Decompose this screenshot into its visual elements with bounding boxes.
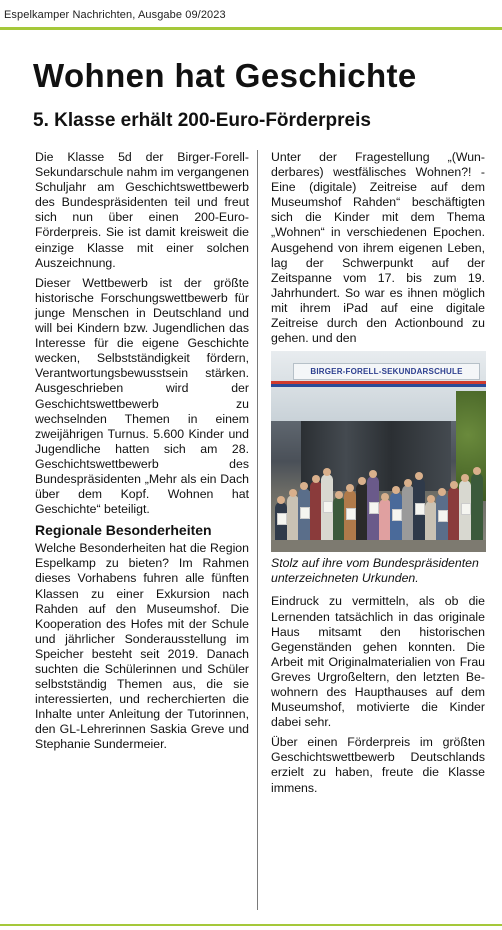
certificate (277, 513, 287, 525)
students-group (271, 457, 486, 552)
student-head (450, 481, 458, 489)
student-head (335, 491, 343, 499)
article-title: Wohnen hat Geschichte (33, 57, 417, 94)
publication-header: Espelkamper Nachrichten, Ausgabe 09/2023 (4, 9, 226, 21)
student-head (404, 479, 412, 487)
student-figure (425, 501, 437, 544)
student-figure (379, 499, 391, 544)
student-figure (471, 473, 483, 544)
student-head (473, 467, 481, 475)
paragraph-original-house: Eindruck zu vermitteln, als ob die Lernenden tatsächlich in das originale Haus mitsamt den historischen Gegenständen gehen konnten. Die Arbeit mit Originalmaterialien von Frau Greves Urgroßeltern, den letzten Bewohnern des Haupthauses auf dem Museumshof, motivierte die Kinder dabei sehr. (271, 594, 485, 730)
paragraph-region: Welche Besonderheiten hat die Region Espelkamp zu bieten? Im Rahmen dieses Vorhabens fuhren alle fünften Klassen zu einer Exkursion nach Rahden auf den Museumshof. Die Kooperation des Hofes mit der Schule und jährlicher Sonderausstellung im Speicher besteht seit 2019. Danach suchten die Schülerinnen und Schüler selbstständig Themen aus, die sie interessierten, und recherchierten die Inhalte unter Anleitung der Tutorinnen, den GL-Lehrerinnen Saskia Greve und Stephanie Sundermeier. (35, 541, 249, 752)
footer-rule (0, 924, 502, 926)
sign-stripe-blue (271, 384, 486, 387)
certificate (392, 509, 402, 521)
column-divider (257, 150, 258, 910)
right-column (271, 150, 485, 801)
student-figure (310, 481, 322, 544)
section-heading: Regionale Besonderheiten (35, 522, 212, 539)
student-head (358, 477, 366, 485)
header-rule (0, 27, 502, 30)
student-head (289, 489, 297, 497)
student-figure (402, 485, 414, 544)
student-head (312, 475, 320, 483)
student-figure (356, 483, 368, 544)
paragraph-intro: Die Klasse 5d der Birger-Forell-Sekundarschule nahm im vergangenen Schuljahr am Geschichtswettbewerb des Bundespräsidenten teil und freut sich nun über einen 200-Euro-Förderpreis. Sie ist damit kreisweit die einzige Klasse mit einer solchen Auszeichnung. (35, 150, 249, 270)
student-figure (333, 497, 345, 544)
paragraph-competition: Dieser Wettbewerb ist der größte historische Forschungswettbewerb für junge Menschen in Deutschland und will bei Kindern bzw. Jugendlichen das Interesse für die eigene Geschichte wecken, Selbstständigkeit fördern, Verantwortungsbewusstsein stärken. Ausgeschrieben wird der Geschichtswettbewerb zu wechselnden Themen in einem zweijährigen Turnus. 5.600 Kinder und Jugendliche hatten sich am 28. Geschichtswettbewerb des Bundespräsidenten „Mehr als ein Dach über dem Kopf. Wohnen hat Geschichte“ beteiligt. (35, 275, 249, 517)
paragraph-conclusion: Über einen Förderpreis im größten Geschichtswettbewerb Deutschlands erzielt zu haben, freute die Klasse immens. (271, 735, 485, 795)
school-sign: BIRGER-FORELL-SEKUNDARSCHULE (293, 363, 480, 380)
student-head (427, 495, 435, 503)
certificate (415, 503, 425, 515)
student-figure (287, 495, 299, 544)
certificate (438, 510, 448, 522)
class-photo (271, 351, 486, 552)
certificate (300, 507, 310, 519)
ground (271, 540, 486, 552)
certificate (461, 503, 471, 515)
student-figure (448, 487, 460, 544)
paragraph-question: Unter der Fragestellung „(Wunderbares) westfälisches Wohnen?! - Eine (digitale) Zeitreise auf dem Museumshof Rahden“ beschäftigten sich die Kinder mit dem Thema „Wohnen“ in verschiedenen Epochen. Ausgehend von ihrem eigenen Leben, lag der Schwerpunkt auf der Zeitspanne vom 17. bis zum 19. Jahrhundert. So war es ihnen möglich mit ihrem iPad auf eine digitale Zeitreise durch den Actionbound zu gehen. und den (271, 150, 485, 346)
article-subtitle: 5. Klasse erhält 200-Euro-Förderpreis (33, 110, 371, 131)
left-column (35, 150, 249, 758)
certificate (369, 502, 379, 514)
certificate (346, 508, 356, 520)
certificate (323, 501, 333, 513)
photo-caption: Stolz auf ihre vom Bundespräsidenten unterzeichneten Urkunden. (271, 556, 479, 586)
student-head (381, 493, 389, 501)
